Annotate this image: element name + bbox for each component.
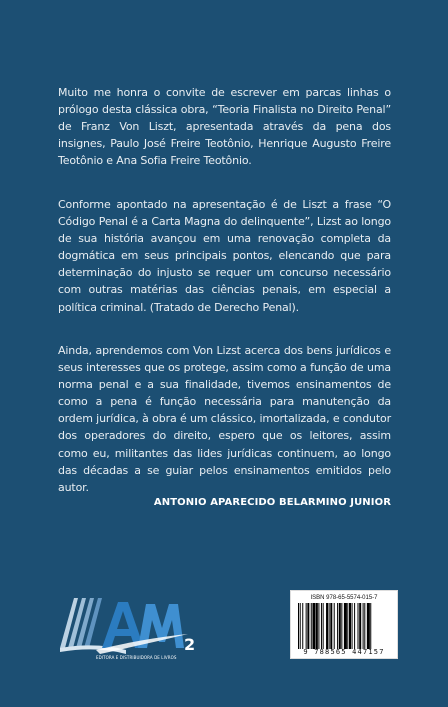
- author-signature: ANTONIO APARECIDO BELARMINO JUNIOR: [153, 497, 391, 508]
- prologue-paragraph-2: Conforme apontado na apresentação é de Liszt a frase “O Código Penal é a Carta Magna do delinquente”, Lizst ao longo de sua história avançou em uma renovação completa da dogmática em seus principais pontos, elencando que para determinação do injusto se requer um concurso necessário com outras matérias das ciências penais, em especial a política criminal. (Tratado de Derecho Penal).: [58, 198, 391, 314]
- publisher-tagline: EDITORA E DISTRIBUIDORA DE LIVROS: [96, 655, 177, 660]
- logo-superscript: 2: [184, 635, 196, 654]
- isbn-label: ISBN 978-65-5574-015-7: [310, 595, 378, 601]
- isbn-barcode: [290, 590, 398, 659]
- barcode-icon: [298, 603, 390, 649]
- prologue-paragraph-1: Muito me honra o convite de escrever em parcas linhas o prólogo desta clássica obra, “Teoria Finalista no Direito Penal” de Franz Von Liszt, apresentada através da pena dos insignes, Paulo José Freire Teotônio, Henrique Augusto Freire Teotônio e Ana Sofia Freire Teotônio.: [58, 86, 391, 168]
- prologue-paragraph-3: Ainda, aprendemos com Von Lizst acerca dos bens jurídicos e seus interesses que os protege, assim como a função de uma norma penal e a sua finalidade, tivemos ensinamentos de como a pena é função necessária para manutenção da ordem jurídica, à obra é um clássico, imortalizada, e condutor dos operadores do direito, espero que os leitores, assim como eu, militantes das lides jurídicas continuem, ao longo das décadas a se guiar pelos ensinamentos emitidos pelo autor.: [58, 344, 391, 494]
- barcode-digits: 9 788565 447157: [303, 648, 385, 656]
- open-book-am2-logo-icon: [56, 590, 206, 664]
- publisher-logo: [56, 590, 206, 664]
